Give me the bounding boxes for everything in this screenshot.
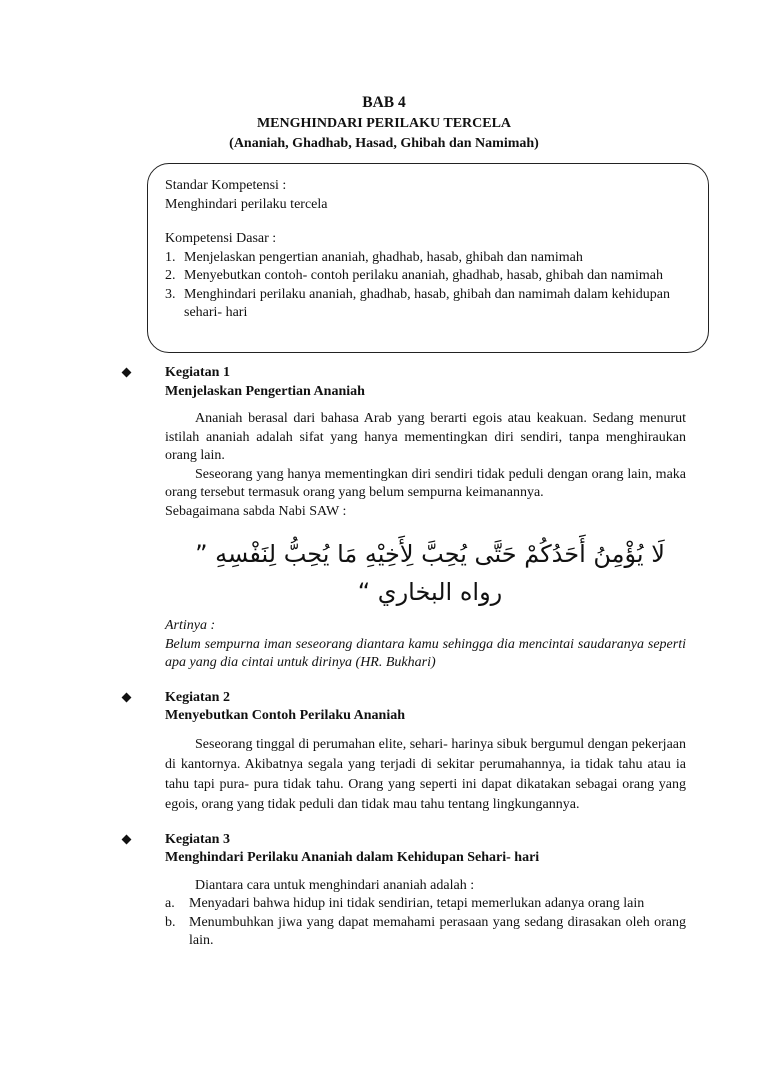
page-body xyxy=(123,163,686,951)
paragraph: Diantara cara untuk menghindari ananiah adalah : xyxy=(195,877,475,893)
paragraph: Ananiah berasal dari bahasa Arab yang berarti egois atau keakuan. Sedang menurut istilah ananiah adalah sifat yang hanya mementingkan diri sendiri, tanpa menghiraukan orang lain. xyxy=(165,411,686,463)
paragraph: Sebagaimana sabda Nabi SAW : xyxy=(165,503,347,519)
section-title: Menjelaskan Pengertian Ananiah xyxy=(165,383,365,399)
section-label: Kegiatan 3 xyxy=(165,831,230,847)
kegiatan-1 xyxy=(123,364,686,673)
bullet-icon xyxy=(122,834,132,844)
sk-label: Standar Kompetensi : xyxy=(165,178,287,193)
section-label: Kegiatan 2 xyxy=(165,689,230,705)
section-title: Menyebutkan Contoh Perilaku Ananiah xyxy=(165,708,405,723)
paragraph: Seseorang tinggal di perumahan elite, sehari- harinya sibuk bergumul dengan pekerjaan di kantornya. Akibatnya segala yang terjadi di sekitar perumahannya, ia tidak tahu atau ia tahu tapi pura- pura tidak tahu. Orang yang seperti ini dapat dikatakan sebagai orang yang egois, orang yang tidak peduli dan tidak mau tahu tentang lingkungannya. xyxy=(165,736,686,812)
list-item: a. Menyadari bahwa hidup ini tidak sendirian, tetapi memerlukan adanya orang lain xyxy=(165,896,645,911)
kegiatan-2 xyxy=(123,689,686,815)
chapter-number: BAB 4 xyxy=(362,94,406,111)
chapter-subtitle: (Ananiah, Ghadhab, Hasad, Ghibah dan Namimah) xyxy=(229,136,539,151)
list-item: 1. Menjelaskan pengertian ananiah, ghadhab, hasab, ghibah dan namimah xyxy=(165,249,583,265)
section-label: Kegiatan 1 xyxy=(165,365,230,380)
hadith-meaning: Belum sempurna iman seseorang diantara kamu sehingga dia mencintai saudaranya seperti apa yang dia cintai untuk dirinya (HR. Bukhari) xyxy=(165,636,686,670)
kd-label: Kompetensi Dasar : xyxy=(165,231,277,246)
bullet-icon xyxy=(122,692,132,702)
list-item: 2. Menyebutkan contoh- contoh perilaku ananiah, ghadhab, hasab, ghibah dan namimah xyxy=(165,268,663,283)
section-title: Menghindari Perilaku Ananiah dalam Kehidupan Sehari- hari xyxy=(165,850,540,865)
chapter-title: MENGHINDARI PERILAKU TERCELA xyxy=(256,116,512,131)
competency-box xyxy=(147,163,709,353)
bullet-icon xyxy=(122,368,132,378)
sk-value: Menghindari perilaku tercela xyxy=(165,196,328,212)
hadith-meaning-label: Artinya : xyxy=(165,618,216,633)
kegiatan-3 xyxy=(123,831,686,951)
list-item: b. Menumbuhkan jiwa yang dapat memahami perasaan yang sedang dirasakan oleh orang lain. xyxy=(165,914,686,948)
kd-list xyxy=(165,249,688,323)
paragraph: Seseorang yang hanya mementingkan diri sendiri tidak peduli dengan orang lain, maka orang tersebut termasuk orang yang belum sempurna keimanannya. xyxy=(165,466,686,500)
list-item: 3. Menghindari perilaku ananiah, ghadhab, hasab, ghibah dan namimah dalam kehidupan sehari- hari xyxy=(165,286,670,320)
hadith-arabic: لَا يُؤْمِنُ أَحَدُكُمْ حَتَّى يُحِبَّ لِأَخِيْهِ مَا يُحِبُّ لِنَفْسِهِ ” رواه البخاري “ xyxy=(195,540,665,606)
